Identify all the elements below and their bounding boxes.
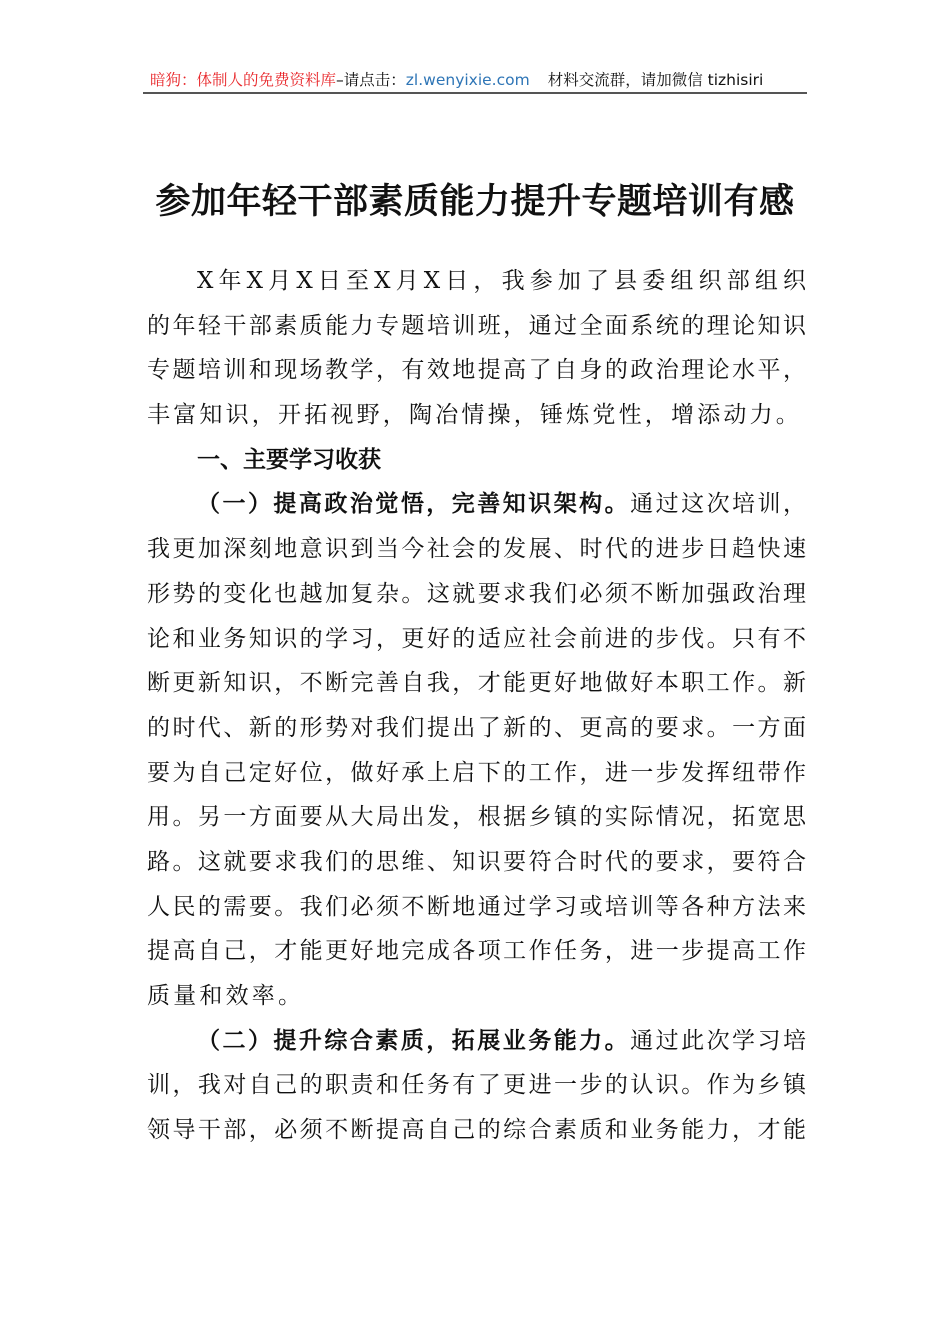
paragraph-lead: （一）提高政治觉悟，完善知识架构。 bbox=[197, 490, 631, 518]
paragraph-text: 提高自己，才能更好地完成各项工作任务，进一步提高工作 bbox=[147, 938, 806, 965]
paragraph-line bbox=[147, 393, 806, 438]
paragraph-text: X年X月X日至X月X日，我参加了县委组织部组织 bbox=[197, 268, 806, 294]
paragraph-line bbox=[147, 1108, 806, 1153]
paragraph-line bbox=[147, 482, 806, 527]
paragraph-line bbox=[147, 617, 806, 662]
paragraph-text: 通过这次培训， bbox=[630, 491, 807, 518]
paragraph-line bbox=[147, 661, 806, 706]
paragraph-line bbox=[147, 840, 806, 885]
paragraph-text: 要为自己定好位，做好承上启下的工作，进一步发挥纽带作 bbox=[147, 759, 806, 786]
paragraph-text: 用。另一方面要从大局出发，根据乡镇的实际情况，拓宽思 bbox=[147, 804, 806, 831]
paragraph-text: 质量和效率。 bbox=[147, 983, 305, 1009]
header-divider bbox=[143, 92, 807, 94]
paragraph-line bbox=[147, 348, 806, 393]
paragraph-text: 论和业务知识的学习，更好的适应社会前进的步伐。只有不 bbox=[147, 625, 806, 652]
paragraph-line bbox=[147, 706, 806, 751]
paragraph-line bbox=[147, 1019, 806, 1064]
paragraph-line bbox=[147, 795, 806, 840]
paragraph-line bbox=[147, 751, 806, 796]
paragraph-text: 的年轻干部素质能力专题培训班，通过全面系统的理论知识 bbox=[147, 312, 806, 339]
paragraph-text: 通过此次学习培 bbox=[630, 1027, 807, 1054]
paragraph-line bbox=[147, 1063, 806, 1108]
paragraph-line bbox=[147, 527, 806, 572]
paragraph-text: 的时代、新的形势对我们提出了新的、更高的要求。一方面 bbox=[147, 714, 806, 741]
header-link[interactable]: zl.wenyixie.com bbox=[405, 71, 530, 89]
paragraph-line bbox=[147, 974, 806, 1019]
paragraph-text: 人民的需要。我们必须不断地通过学习或培训等各种方法来 bbox=[147, 893, 806, 920]
paragraph-line bbox=[147, 259, 806, 304]
paragraph-lead: （二）提升综合素质，拓展业务能力。 bbox=[197, 1026, 631, 1054]
header-prompt: –请点击： bbox=[336, 71, 406, 89]
paragraph-line bbox=[147, 885, 806, 930]
paragraph-text: 路。这就要求我们的思维、知识要符合时代的要求，要符合 bbox=[147, 848, 806, 875]
paragraph-text: 我更加深刻地意识到当今社会的发展、时代的进步日趋快速 bbox=[147, 536, 806, 563]
paragraph-text: 形势的变化也越加复杂。这就要求我们必须不断加强政治理 bbox=[147, 580, 806, 607]
paragraph-text: 断更新知识，不断完善自我，才能更好地做好本职工作。新 bbox=[147, 670, 806, 697]
paragraph-text: 丰富知识，开拓视野，陶冶情操，锤炼党性，增添动力。 bbox=[147, 402, 802, 429]
document-header bbox=[150, 68, 800, 92]
paragraph-text: 领导干部，必须不断提高自己的综合素质和业务能力，才能 bbox=[147, 1117, 806, 1144]
paragraph-text: 训，我对自己的职责和任务有了更进一步的认识。作为乡镇 bbox=[147, 1072, 806, 1099]
header-brand: 暗狗：体制人的免费资料库 bbox=[150, 71, 337, 89]
section-heading: 一、主要学习收获 bbox=[197, 446, 381, 473]
paragraph-line bbox=[147, 929, 806, 974]
paragraph-line bbox=[147, 304, 806, 349]
header-contact: 材料交流群，请加微信 tizhisiri bbox=[547, 71, 764, 89]
document-title: 参加年轻干部素质能力提升专题培训有感 bbox=[155, 181, 795, 222]
paragraph-line bbox=[147, 572, 806, 617]
paragraph-text: 专题培训和现场教学，有效地提高了自身的政治理论水平， bbox=[147, 357, 806, 384]
document-body bbox=[147, 259, 806, 1153]
